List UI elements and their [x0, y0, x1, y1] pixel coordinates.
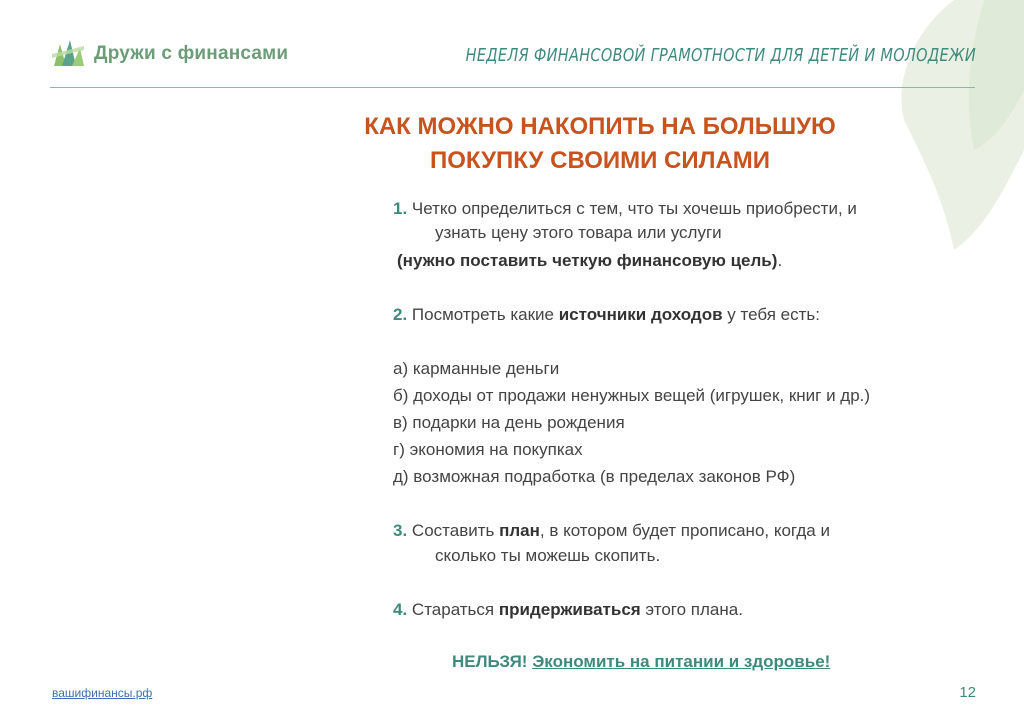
step-2: [393, 302, 820, 328]
logo[interactable]: [50, 36, 288, 72]
step-1-note-bold: нужно поставить четкую финансовую цель: [402, 251, 772, 270]
source-item: а) карманные деньги: [393, 359, 560, 378]
step-4-pre: Стараться: [407, 600, 499, 619]
logo-icon: [50, 36, 86, 72]
warning-callout: [452, 652, 830, 672]
step-1-line-1: [393, 196, 857, 222]
step-3-bold: план: [499, 521, 540, 540]
footer-website-link[interactable]: вашифинансы.рф: [52, 686, 153, 700]
step-1-note: [397, 248, 782, 274]
logo-text: Дружи с финансами: [94, 43, 289, 64]
step-4-number: 4.: [393, 600, 408, 619]
step-3-number: 3.: [393, 521, 408, 540]
step-2-bold: источники доходов: [558, 305, 723, 324]
source-item: д) возможная подработка (в пределах законов РФ): [393, 467, 796, 486]
step-3-pre: Составить: [407, 521, 500, 540]
step-4: [393, 597, 743, 623]
page-number: 12: [959, 684, 976, 701]
step-1-number: 1.: [393, 199, 408, 218]
header-tagline: НЕДЕЛЯ ФИНАНСОВОЙ ГРАМОТНОСТИ ДЛЯ ДЕТЕЙ И МОЛОДЕЖИ: [465, 46, 976, 66]
note-open: (: [397, 251, 403, 270]
step-3-line-1: [393, 518, 830, 544]
title-line-1: КАК МОЖНО НАКОПИТЬ НА БОЛЬШУЮ: [364, 113, 836, 140]
step-4-bold: придерживаться: [498, 600, 641, 619]
header-divider: [50, 87, 975, 88]
title-line-2: ПОКУПКУ СВОИМИ СИЛАМИ: [429, 147, 771, 174]
note-close-paren: ): [771, 251, 778, 270]
source-item: г) экономия на покупках: [393, 440, 583, 459]
step-2-number: 2.: [393, 305, 408, 324]
slide-title: [300, 110, 900, 178]
warning-message[interactable]: Экономить на питании и здоровье!: [532, 652, 831, 671]
step-3-line-2: сколько ты можешь скопить.: [435, 546, 661, 565]
step-2-post: у тебя есть:: [722, 305, 820, 324]
warning-label: НЕЛЬЗЯ!: [452, 652, 528, 671]
step-4-post: этого плана.: [640, 600, 743, 619]
step-2-pre: Посмотреть какие: [407, 305, 559, 324]
step-1-line-2: узнать цену этого товара или услуги: [435, 223, 722, 242]
source-item: б) доходы от продажи ненужных вещей (игрушек, книг и др.): [393, 386, 871, 405]
note-close-dot: .: [777, 251, 783, 270]
step-3-post: , в котором будет прописано, когда и: [539, 521, 830, 540]
source-item: в) подарки на день рождения: [393, 413, 625, 432]
step-1-text: Четко определиться с тем, что ты хочешь приобрести, и: [407, 199, 857, 218]
